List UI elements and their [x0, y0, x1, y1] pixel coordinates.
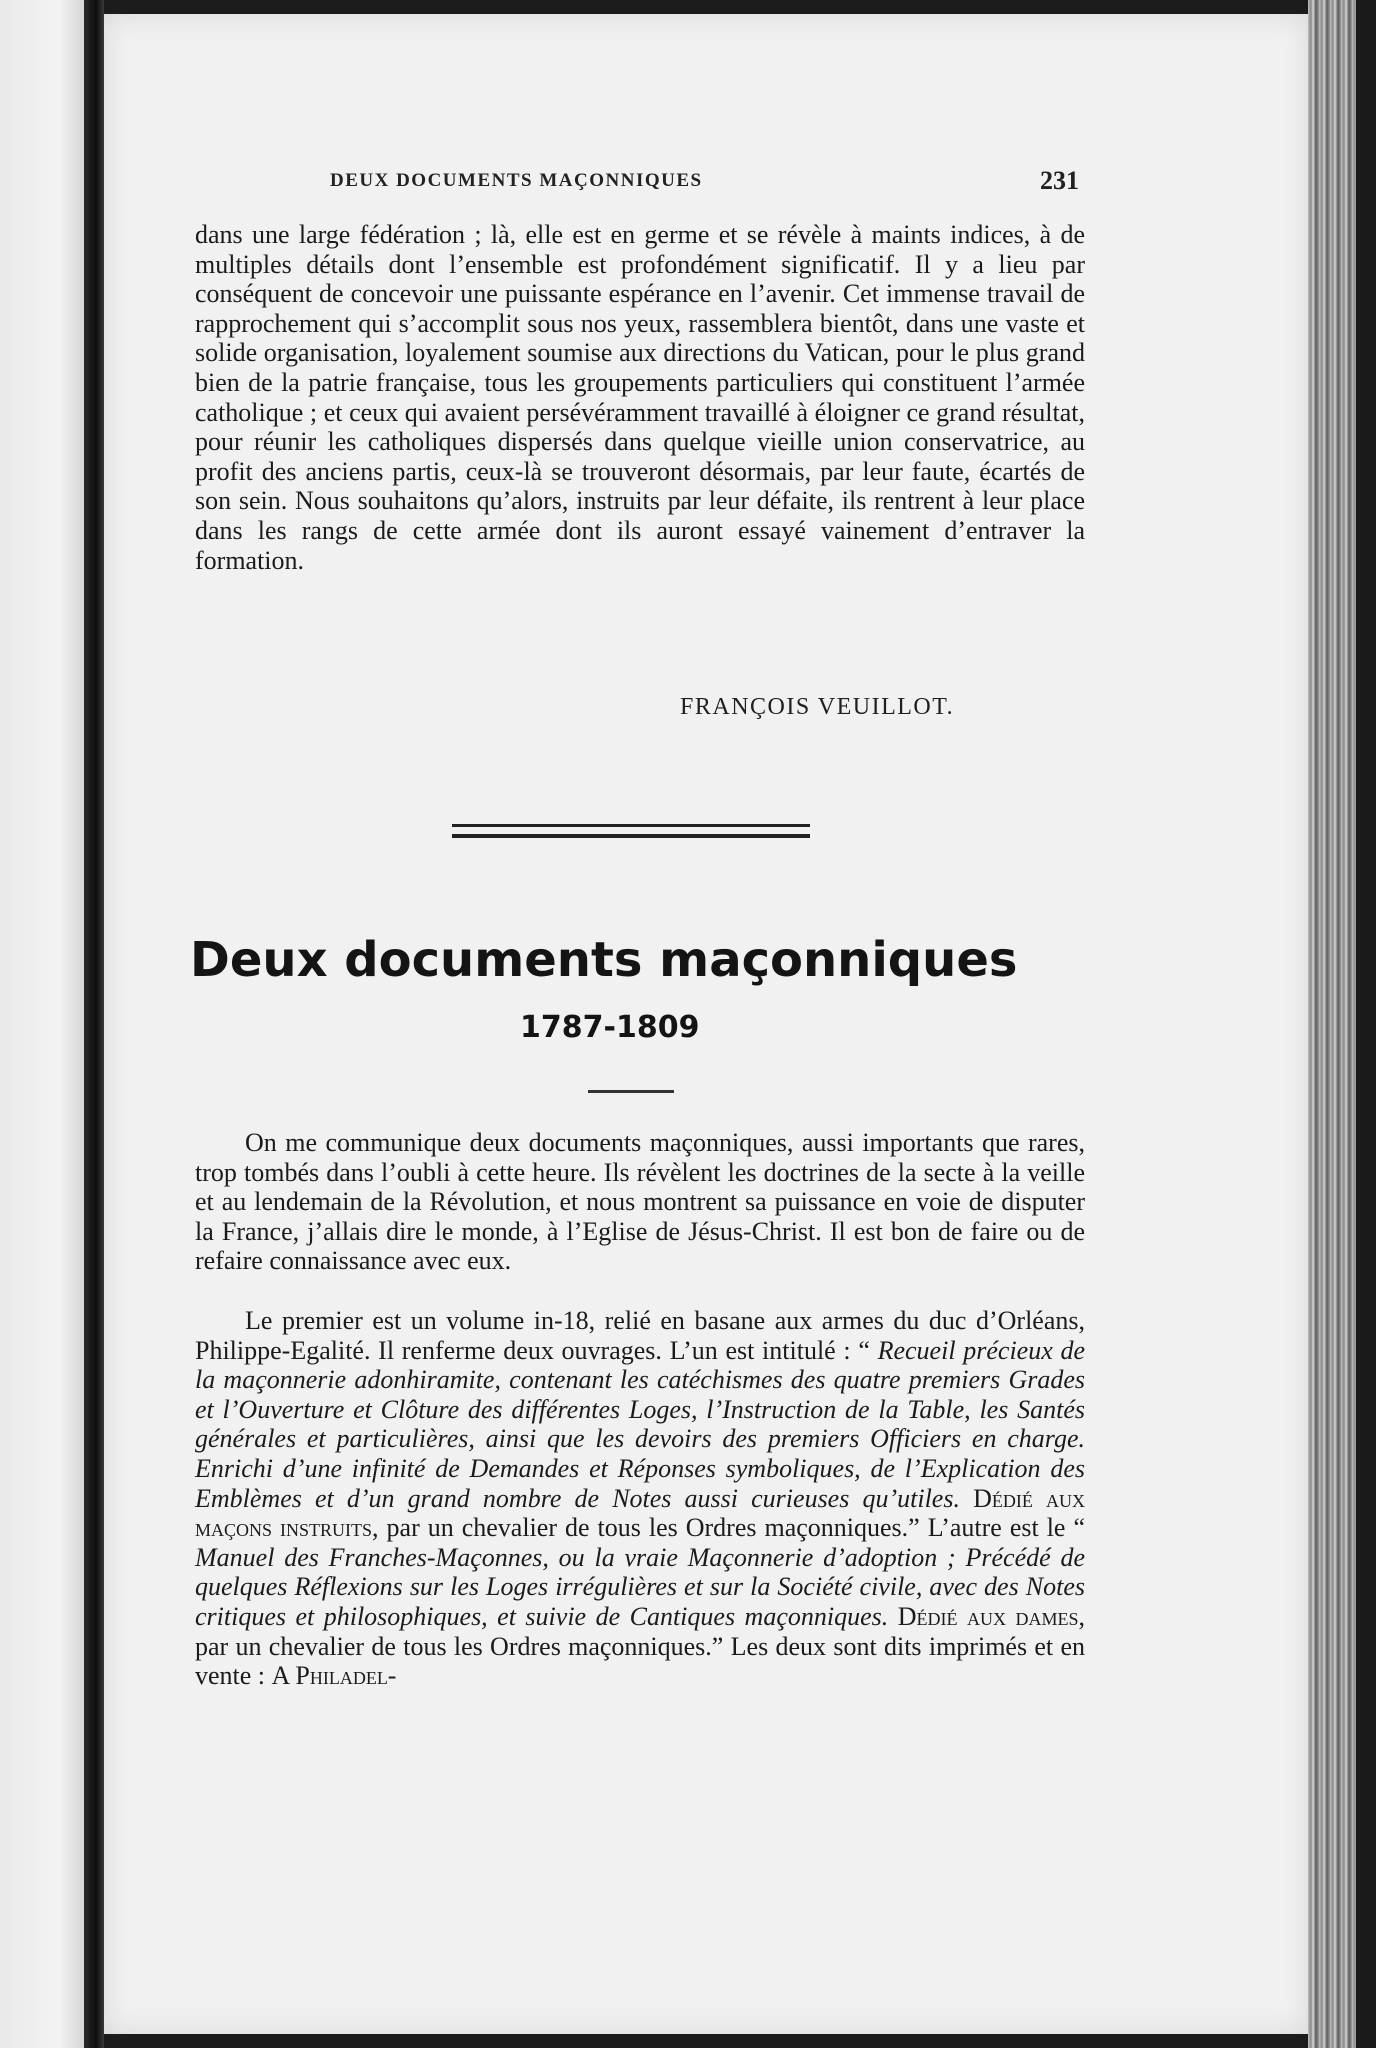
- section-divider-thick: [452, 834, 810, 838]
- page-number: 231: [1040, 166, 1079, 195]
- section-divider-thin: [452, 824, 810, 827]
- article-paragraph-2: [195, 1306, 1085, 1691]
- book-title-1: Recueil précieux de la maçonnerie adonhiramite, contenant les catéchismes des quatre premiers Grades et l’Ouverture et Clôture des différentes Loges, l’Instruction de la Table, les Santés générales et particulières, ainsi que les devoirs des premiers Officiers en charge. Enrichi d’une infinité de Demandes et Réponses symboliques, de l’Explication des Emblèmes et d’un grand nombre de Notes aussi curieuses qu’utiles.: [195, 1335, 1085, 1513]
- closing-paragraph-text: dans une large fédération ; là, elle est en germe et se révèle à maints indices, à de multiples détails dont l’ensemble est profondément significatif. Il y a lieu par conséquent de concevoir une puissante espérance en l’avenir. Cet immense travail de rapprochement qui s’accomplit sous nos yeux, rassemblera bientôt, dans une vaste et solide organisation, loyalement soumise aux directions du Vatican, pour le plus grand bien de la patrie française, tous les groupements particuliers qui constituent l’armée catholique ; et ceux qui avaient persévéramment travaillé à éloigner ce grand résultat, pour réunir les catholiques dispersés dans quelque vieille union conservatrice, au profit des anciens partis, ceux-là se trouveront désormais, par leur faute, écartés de son sein. Nous souhaitons qu’alors, instruits par leur défaite, ils rentrent à leur place dans les rangs de cette armée dont ils auront essayé vainement d’entraver la formation.: [195, 220, 1085, 575]
- imprint-place: A Philadel-: [271, 1661, 397, 1691]
- paragraph-2-text: [195, 1306, 1085, 1691]
- running-head: DEUX DOCUMENTS MAÇONNIQUES: [330, 170, 703, 191]
- dedication-1: Dédié aux maçons instruits: [195, 1483, 1085, 1543]
- facing-page-edge: [0, 0, 84, 2048]
- author-signature: FRANÇOIS VEUILLOT.: [680, 694, 955, 720]
- paragraph-2-intro: Le premier est un volume in-18, relié en basane aux armes du duc d’Orléans, Philippe-Egalité. Il renferme deux ouvrages. L’un est intitulé : “: [195, 1306, 1085, 1365]
- attribution-1: , par un chevalier de tous les Ordres maçonniques.” L’autre est le “: [372, 1513, 1085, 1543]
- paragraph-1-text: On me communique deux documents maçonniques, aussi importants que rares, trop tombés dans l’oubli à cette heure. Ils révèlent les doctrines de la secte à la veille et au lendemain de la Révolution, et nous montrent sa puissance en voie de disputer la France, j’allais dire le monde, à l’Eglise de Jésus-Christ. Il est bon de faire ou de refaire connaissance avec eux.: [195, 1128, 1085, 1276]
- previous-article-closing-paragraph: [195, 220, 1085, 575]
- book-gutter: [84, 0, 104, 2048]
- article-title: Deux documents maçonniques: [190, 932, 1018, 988]
- article-paragraph-1: [195, 1128, 1085, 1276]
- article-dates: 1787-1809: [520, 1010, 700, 1045]
- title-underline: [588, 1090, 674, 1093]
- attribution-2: , par un chevalier de tous les Ordres maçonniques.” Les deux sont dits imprimés et en vente :: [195, 1601, 1085, 1691]
- page-stack-edge: [1308, 0, 1376, 2048]
- dedication-2: Dédié aux dames: [888, 1601, 1079, 1631]
- book-title-2: Manuel des Franches-Maçonnes, ou la vraie Maçonnerie d’adoption ; Précédé de quelques Réflexions sur les Loges irrégulières et sur la Société civile, avec des Notes critiques et philosophiques, et suivie de Cantiques maçonniques.: [195, 1542, 1085, 1631]
